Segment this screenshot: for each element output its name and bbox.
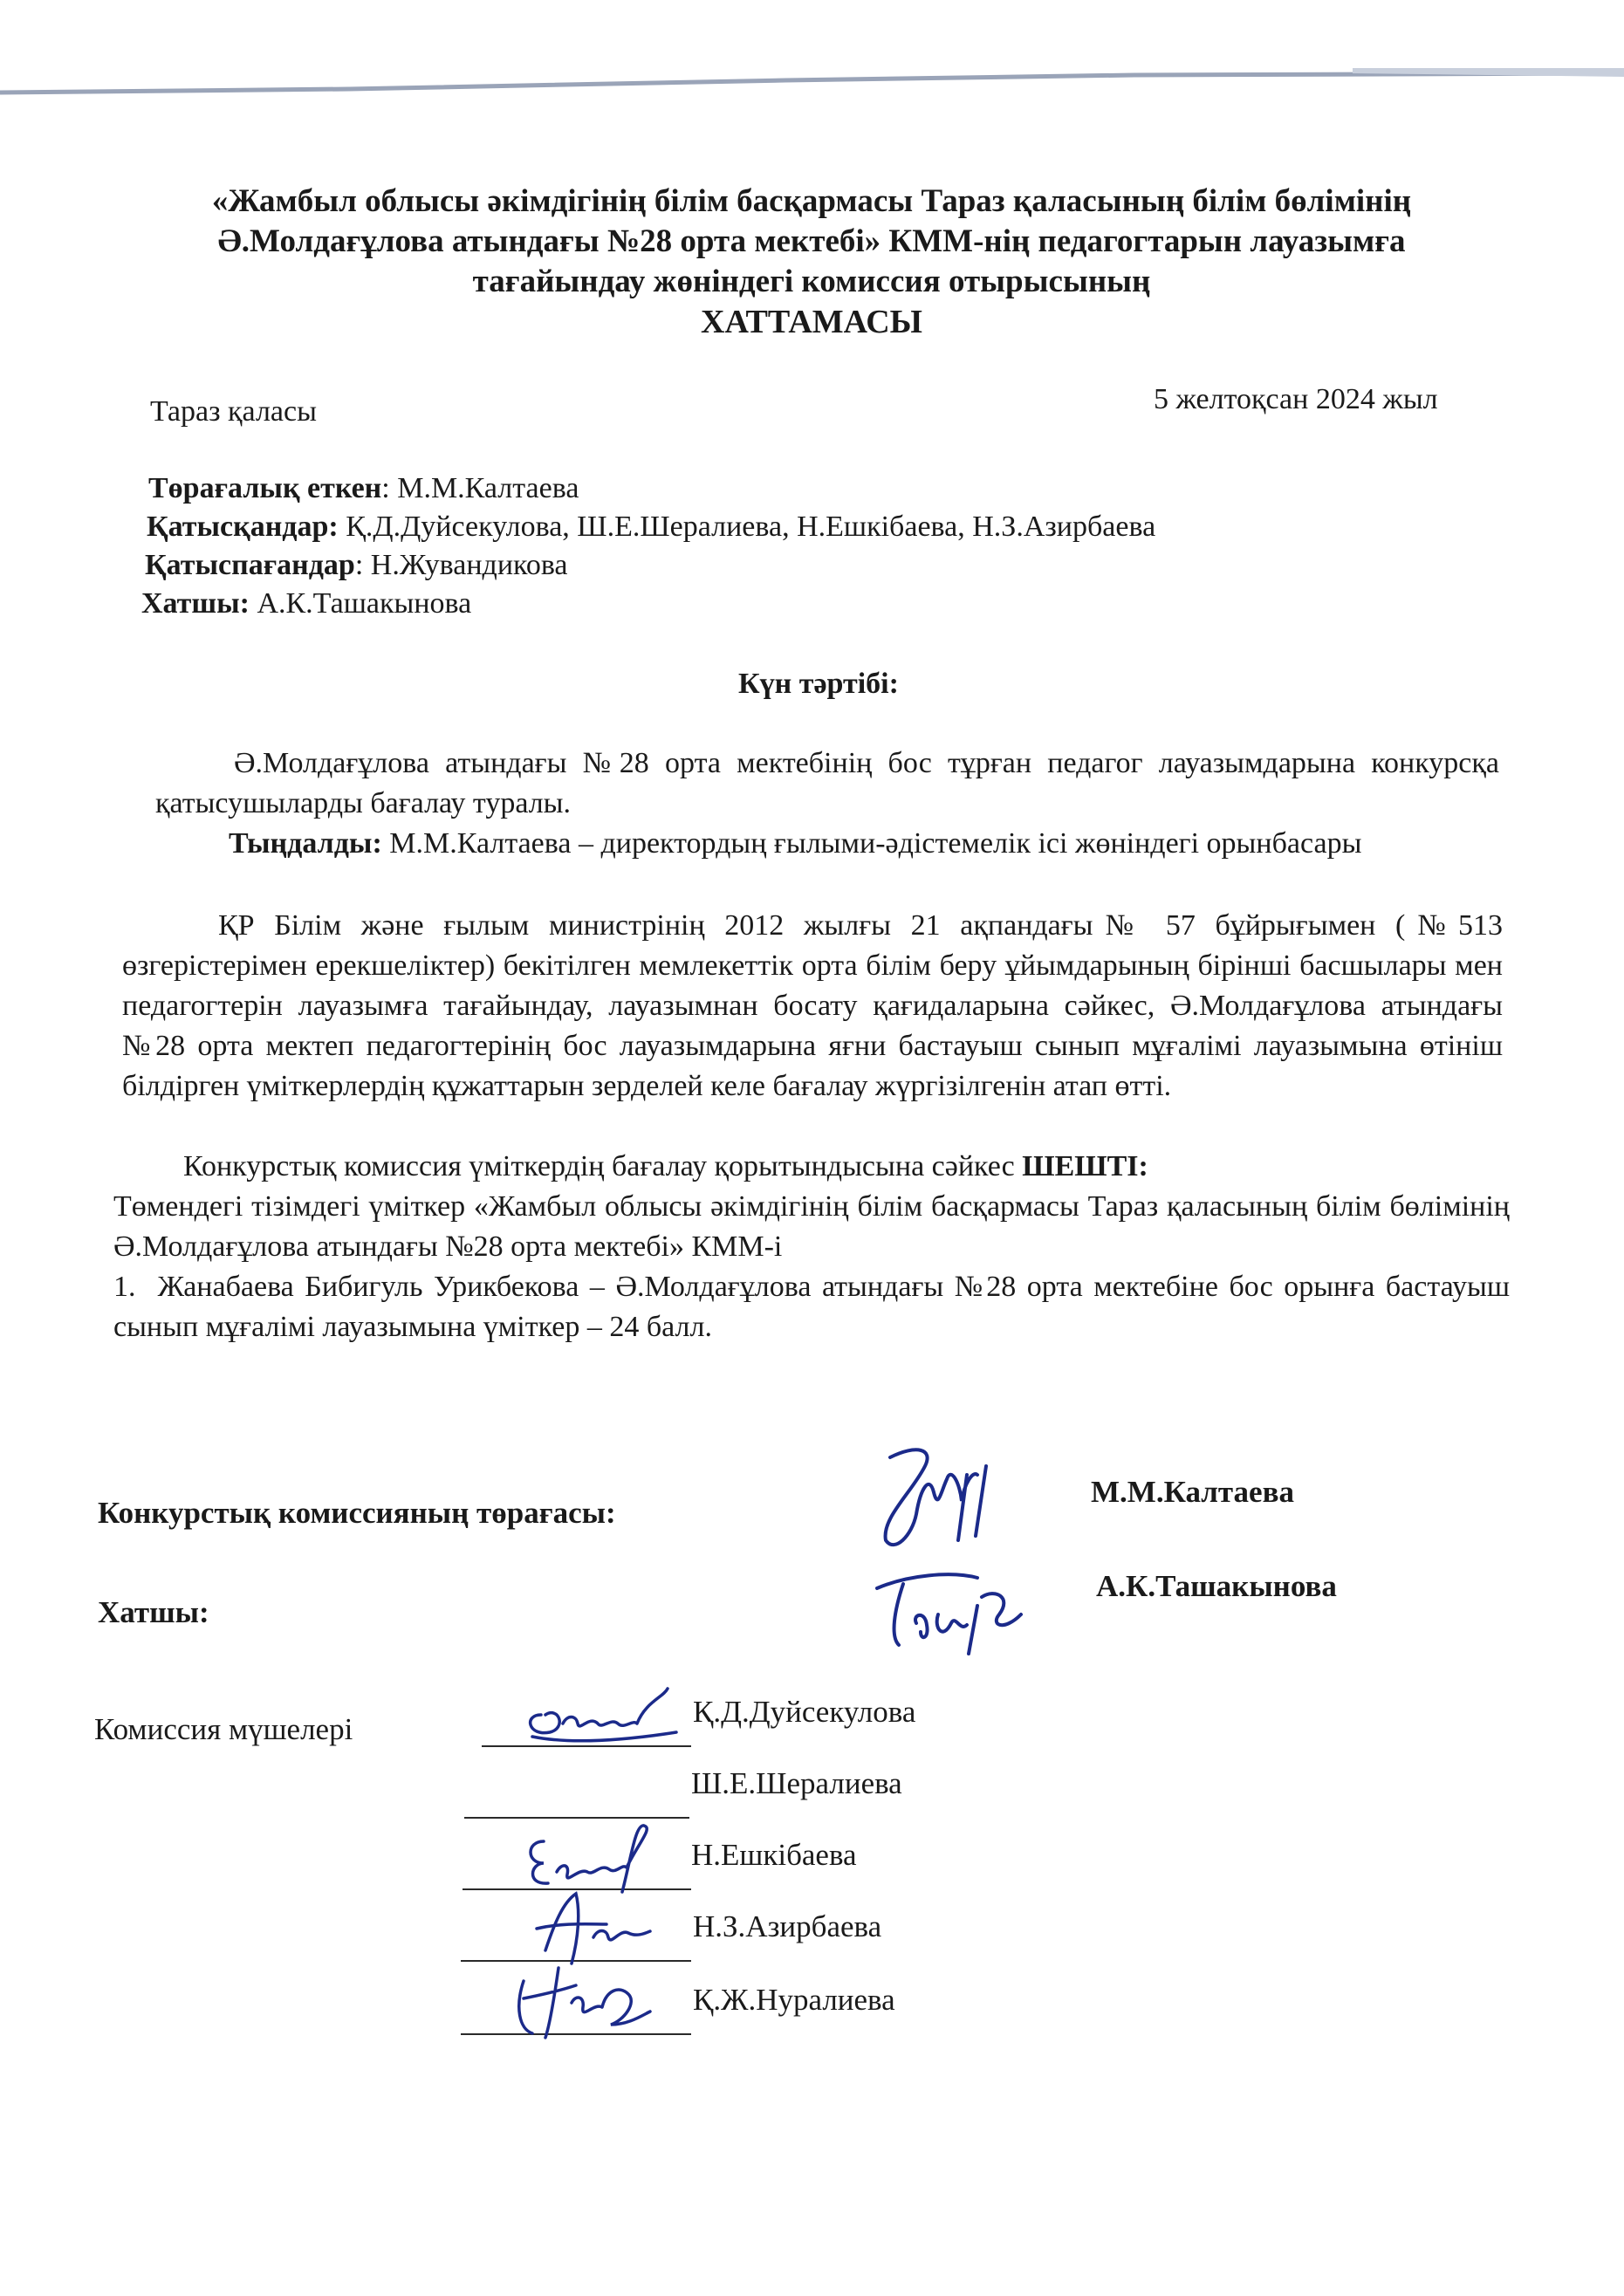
header-line-3: тағайындау жөніндегі комиссия отырысының <box>472 264 1151 299</box>
member-signature-image-3 <box>513 1824 670 1894</box>
decision-body: Төмендегі тізімдегі үміткер «Жамбыл облысы әкімдігінің білім басқармасы Тараз қаласының білім бөлімінің Ә.Молдағұлова атындағы №28 орта мектебі» КММ-і <box>113 1190 1510 1263</box>
decision-paragraph <box>113 1147 1510 1347</box>
secretary-signature-label: Хатшы: <box>98 1595 209 1629</box>
date: 5 желтоқсан 2024 жыл <box>1154 383 1438 415</box>
chair-line <box>148 469 579 508</box>
present-line <box>147 508 1155 546</box>
chair-signature-image <box>864 1440 1004 1562</box>
chair-label: Төрағалық еткен <box>148 472 382 504</box>
chair-value: : М.М.Калтаева <box>381 472 579 504</box>
heard-paragraph <box>150 824 1503 864</box>
present-label: Қатысқандар: <box>147 511 339 543</box>
item-text: Жанабаева Бибигуль Урикбекова – Ә.Молдағұлова атындағы №28 орта мектебіне бос орынға бастауыш сынып мұғалімі лауазымына үміткер – 24 балл. <box>113 1271 1511 1343</box>
agenda-heading: Күн тәртібі: <box>738 668 899 700</box>
secretary-value: А.К.Ташакынова <box>249 587 472 620</box>
secretary-signature-image <box>873 1562 1030 1667</box>
header-line-1: «Жамбыл облысы әкімдігінің білім басқармасы Тараз қаласының білім бөлімінің <box>211 183 1412 219</box>
document-title: ХАТТАМАСЫ <box>701 304 922 340</box>
member-name-1: Қ.Д.Дуйсекулова <box>693 1695 916 1729</box>
item-number: 1. <box>113 1271 136 1303</box>
heard-text: М.М.Калтаева – директордың ғылыми-әдістемелік ісі жөніндегі орынбасары <box>381 827 1362 860</box>
chair-signature-label: Конкурстық комиссияның төрағасы: <box>98 1496 616 1530</box>
member-signature-image-1 <box>515 1684 681 1750</box>
member-name-5: Қ.Ж.Нуралиева <box>693 1983 895 2017</box>
agenda-item-text: Ә.Молдағұлова атындағы №28 орта мектебінің бос тұрған педагог лауазымдарына конкурсқа қатысушыларды бағалау туралы. <box>155 747 1499 819</box>
agenda-item <box>155 744 1499 824</box>
absent-value: : Н.Жувандикова <box>354 549 568 581</box>
absent-line <box>145 546 568 585</box>
member-signature-line-2 <box>464 1817 689 1819</box>
member-name-3: Н.Ешкібаева <box>691 1838 857 1872</box>
header-line-2: Ә.Молдағұлова атындағы №28 орта мектебі» КММ-нің педагогтарын лауазымға <box>217 223 1406 259</box>
place: Тараз қаласы <box>150 395 317 428</box>
secretary-label: Хатшы: <box>141 587 250 620</box>
member-name-2: Ш.Е.Шералиева <box>691 1766 902 1800</box>
members-label: Комиссия мүшелері <box>94 1712 353 1746</box>
secretary-signature-name: А.К.Ташакынова <box>1096 1569 1337 1603</box>
present-value: Қ.Д.Дуйсекулова, Ш.Е.Шералиева, Н.Ешкібаева, Н.З.Азирбаева <box>338 511 1156 543</box>
body-text: ҚР Білім және ғылым министрінің 2012 жылғы 21 ақпандағы№ 57 бұйрығымен (№513 өзгерістерімен ерекшеліктер) бекітілген мемлекеттік орта білім беру ұйымдарының бірінші басшылары мен педагогтерін лауазымға тағайындау, лауазымнан босату қағидаларына сәйкес, Ә.Молдағұлова атындағы №28 орта мектеп педагогтерінің бос лауазымдарына яғни бастауыш сынып мұғалімі лауазымына өтініш білдірген үміткерлердің құжаттарын зерделей келе бағалау жүргізілгенін атап өтті. <box>122 909 1503 1102</box>
body-paragraph <box>122 906 1503 1107</box>
decision-text: Конкурстық комиссия үміткердің бағалау қорытындысына сәйкес <box>183 1150 1023 1182</box>
secretary-line <box>141 585 471 623</box>
decision-word: ШЕШТІ: <box>1022 1150 1148 1182</box>
member-signature-image-5 <box>497 1955 654 2042</box>
absent-label: Қатыспағандар <box>145 549 355 581</box>
chair-signature-name: М.М.Калтаева <box>1091 1475 1294 1509</box>
heard-label: Тыңдалды: <box>229 827 382 860</box>
scan-edge-shadow <box>0 68 1624 101</box>
member-name-4: Н.З.Азирбаева <box>693 1909 882 1943</box>
